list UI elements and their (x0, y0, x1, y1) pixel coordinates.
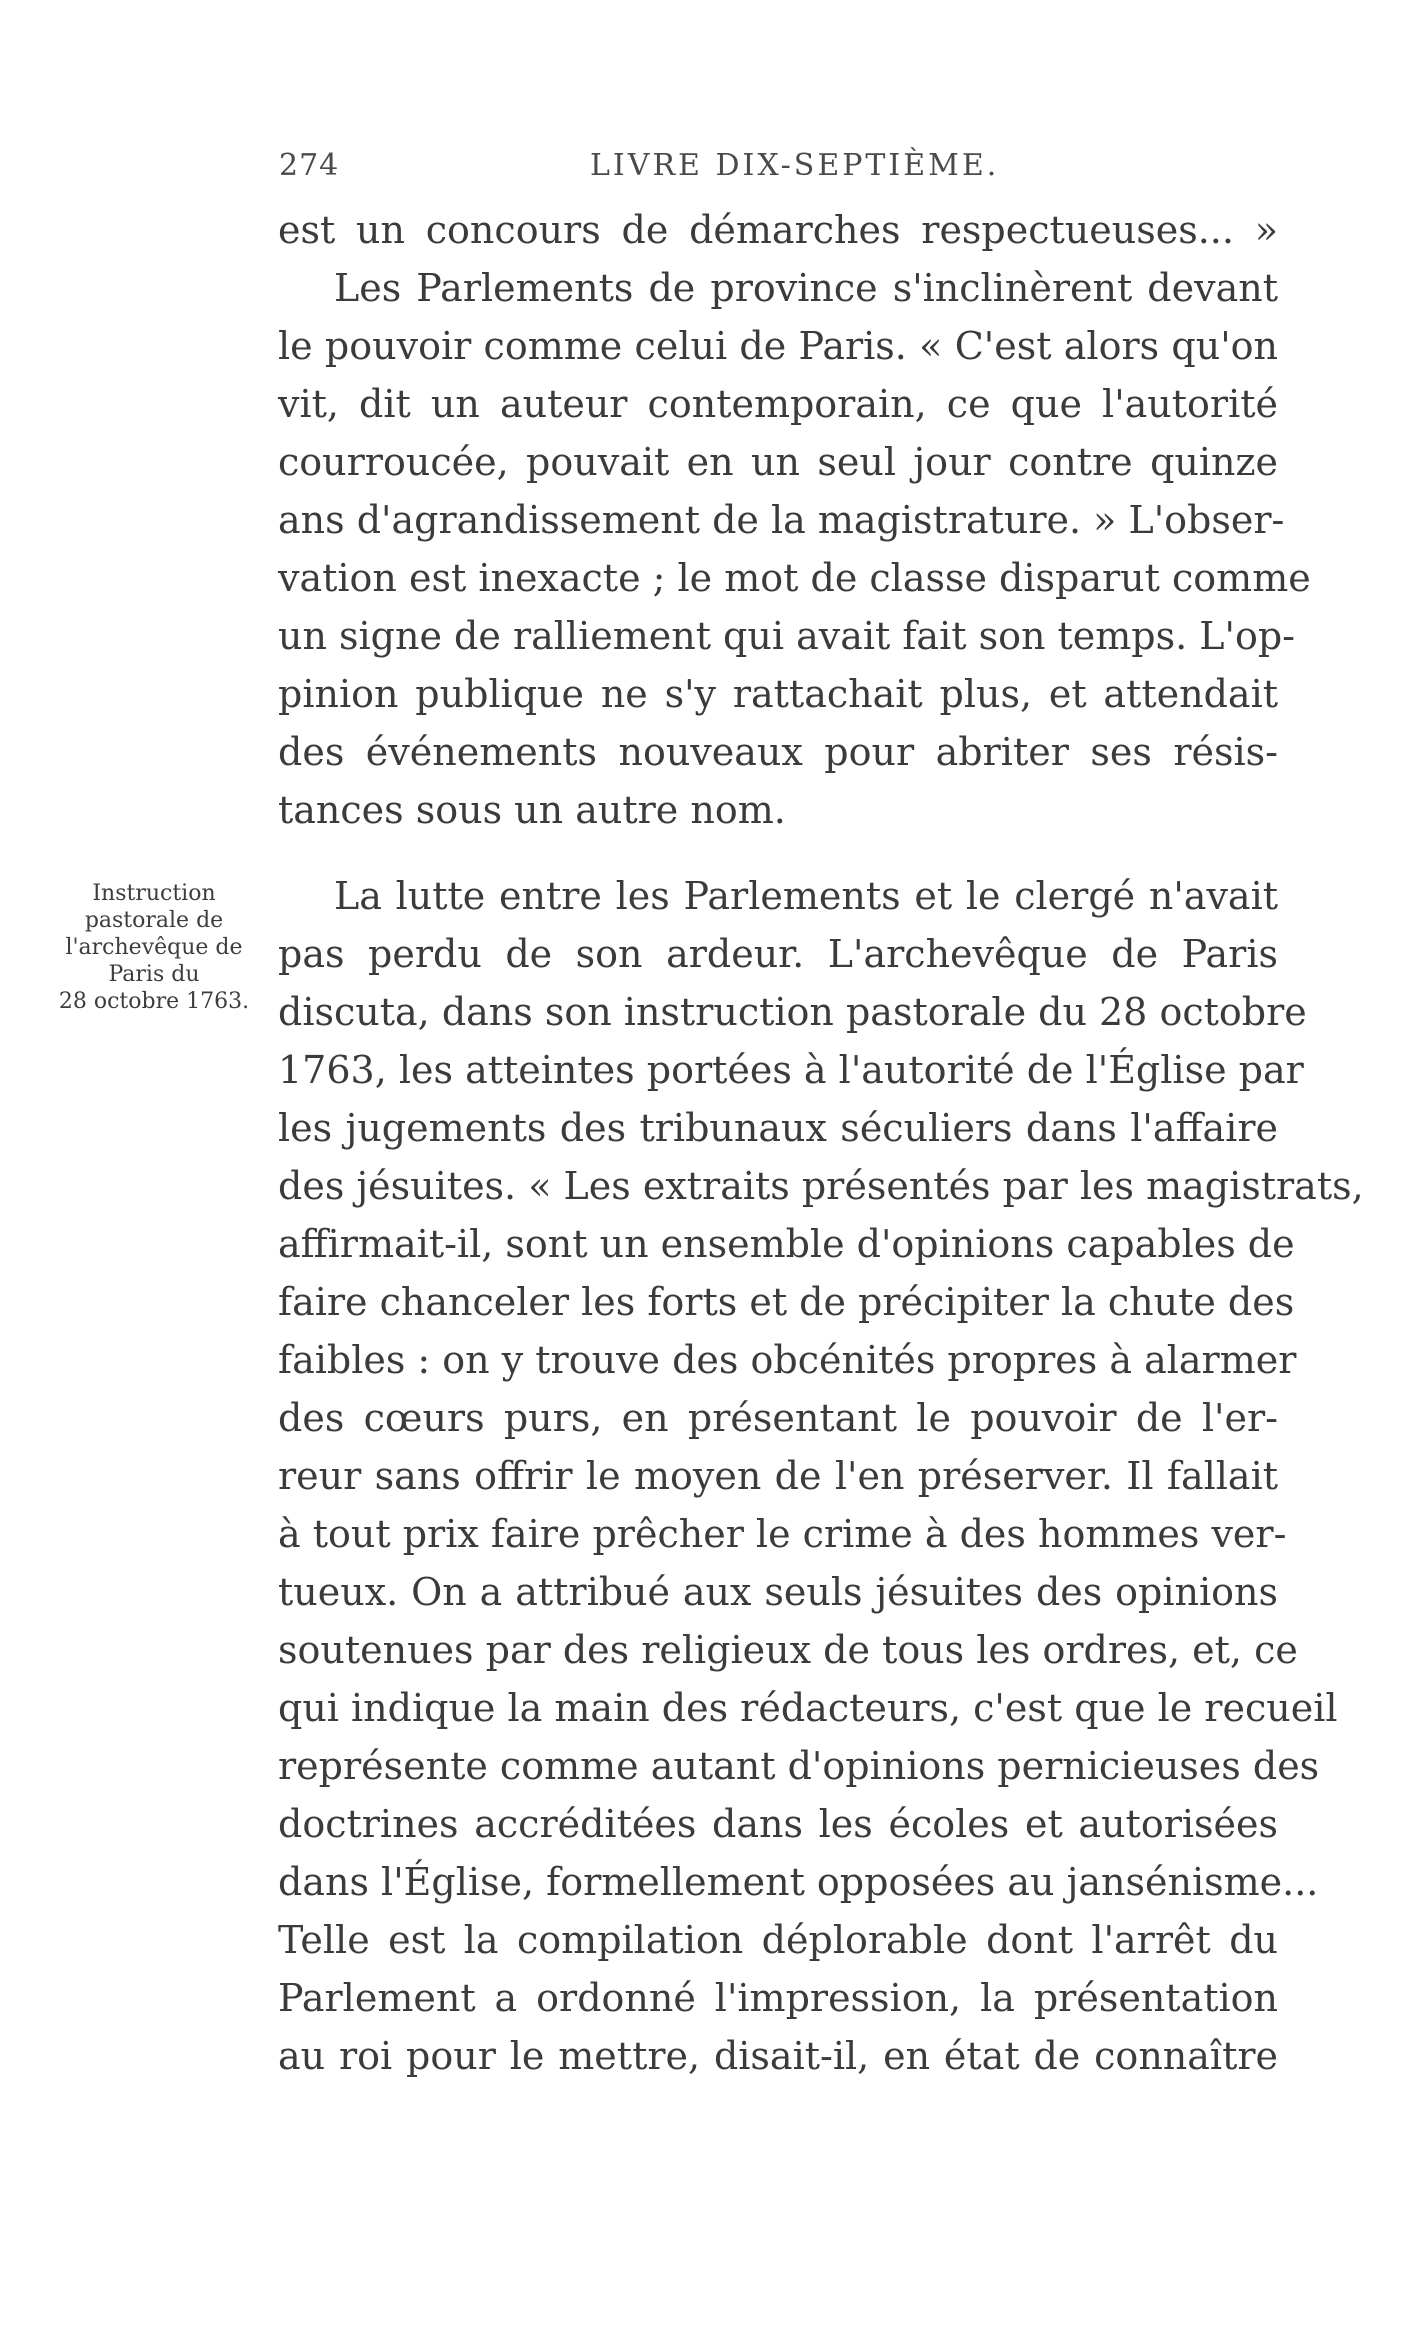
text-line: discuta, dans son instruction pastorale du 28 octobre (278, 990, 1307, 1034)
text-line: faire chanceler les forts et de précipiter la chute des (278, 1280, 1295, 1324)
text-line: Les Parlements de province s'inclinèrent devant (334, 266, 1278, 310)
text-line: doctrines accréditées dans les écoles et autorisées (278, 1802, 1278, 1846)
margin-note-line: Paris du (108, 962, 200, 987)
text-line: La lutte entre les Parlements et le clergé n'avait (334, 874, 1278, 918)
text-line: pas perdu de son ardeur. L'archevêque de Paris (278, 932, 1278, 976)
text-line: tueux. On a attribué aux seuls jésuites des opinions (278, 1570, 1278, 1614)
text-line: les jugements des tribunaux séculiers dans l'affaire (278, 1106, 1278, 1150)
text-line: tances sous un autre nom. (278, 788, 786, 832)
text-line: soutenues par des religieux de tous les ordres, et, ce (278, 1628, 1298, 1672)
text-line: courroucée, pouvait en un seul jour contre quinze (278, 440, 1278, 484)
text-line: qui indique la main des rédacteurs, c'est que le recueil (278, 1686, 1338, 1730)
text-line: reur sans offrir le moyen de l'en préserver. Il fallait (278, 1454, 1278, 1498)
text-line: des événements nouveaux pour abriter ses résis- (278, 730, 1278, 774)
text-line: un signe de ralliement qui avait fait son temps. L'op- (278, 614, 1296, 658)
running-head: LIVRE DIX-SEPTIÈME. (590, 148, 1000, 183)
text-line: dans l'Église, formellement opposées au jansénisme... (278, 1860, 1319, 1904)
text-line: ans d'agrandissement de la magistrature. » L'obser- (278, 498, 1285, 542)
margin-note (46, 880, 262, 1015)
text-line: faibles : on y trouve des obcénités propres à alarmer (278, 1338, 1297, 1382)
margin-note-line: 28 octobre 1763. (58, 989, 250, 1014)
text-line: des jésuites. « Les extraits présentés par les magistrats, (278, 1164, 1364, 1208)
text-line: 1763, les atteintes portées à l'autorité de l'Église par (278, 1048, 1304, 1092)
text-line: le pouvoir comme celui de Paris. « C'est alors qu'on (278, 324, 1278, 368)
text-line: à tout prix faire prêcher le crime à des hommes ver- (278, 1512, 1287, 1556)
margin-note-line: l'archevêque de (65, 935, 243, 960)
text-line: Telle est la compilation déplorable dont l'arrêt du (278, 1918, 1278, 1962)
text-line: pinion publique ne s'y rattachait plus, et attendait (278, 672, 1278, 716)
text-line: vit, dit un auteur contemporain, ce que l'autorité (278, 382, 1278, 426)
text-line: représente comme autant d'opinions pernicieuses des (278, 1744, 1320, 1788)
margin-note-line: pastorale de (84, 908, 224, 933)
text-line: Parlement a ordonné l'impression, la présentation (278, 1976, 1278, 2020)
text-line: des cœurs purs, en présentant le pouvoir de l'er- (278, 1396, 1278, 1440)
text-line: vation est inexacte ; le mot de classe disparut comme (278, 556, 1311, 600)
text-line: au roi pour le mettre, disait-il, en état de connaître (278, 2034, 1278, 2078)
page-number: 274 (279, 148, 340, 183)
margin-note-line: Instruction (92, 881, 216, 906)
text-line: est un concours de démarches respectueuses... » (278, 208, 1278, 252)
text-line: affirmait-il, sont un ensemble d'opinions capables de (278, 1222, 1295, 1266)
